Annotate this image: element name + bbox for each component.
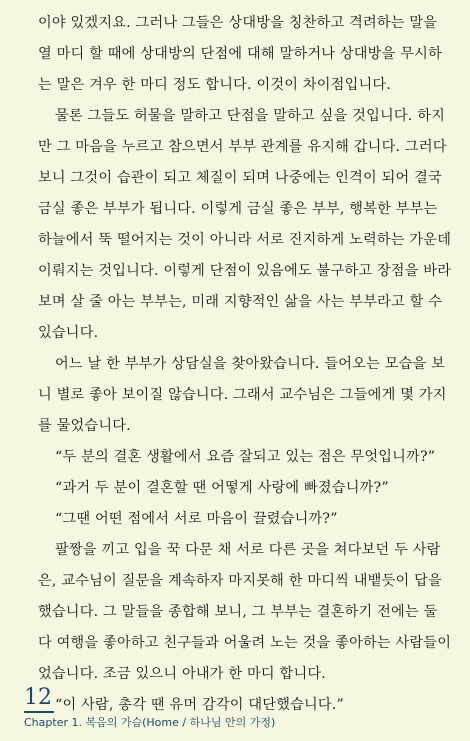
text-line: 었습니다. 조금 있으니 아내가 한 마디 합니다. — [38, 666, 326, 682]
text-line: 열 마디 할 때에 상대방의 단점에 대해 말하거나 상대방을 무시하 — [38, 46, 442, 62]
text-line: 는 말은 겨우 한 마디 정도 합니다. 이것이 차이점입니다. — [38, 77, 392, 93]
text-line: 보며 살 줄 아는 부부는, 미래 지향적인 삶을 사는 부부라고 할 수 — [38, 294, 443, 310]
text-line: “두 분의 결혼 생활에서 요즘 잘되고 있는 점은 무엇입니까?” — [55, 449, 436, 465]
text-line: 금실 좋은 부부가 됩니다. 이렇게 금실 좋은 부부, 행복한 부부는 — [38, 201, 438, 217]
body-text — [38, 8, 458, 721]
text-line: 를 물었습니다. — [38, 418, 131, 434]
footer-divider — [24, 711, 54, 713]
text-line: 만 그 마음을 누르고 참으면서 부부 관계를 유지해 갑니다. 그러다 — [38, 139, 447, 155]
text-line: 은, 교수님이 질문을 계속하자 마지못해 한 마디씩 내뱉듯이 답을 — [38, 573, 442, 589]
text-line: 이야 있겠지요. 그러나 그들은 상대방을 칭찬하고 격려하는 말을 — [38, 15, 438, 31]
text-line: 이뤄지는 것입니다. 이렇게 단점이 있음에도 불구하고 장점을 바라 — [38, 263, 452, 279]
text-line: “그땐 어떤 점에서 서로 마음이 끌렸습니까?” — [55, 511, 338, 527]
text-line: 물론 그들도 허물을 말하고 단점을 말하고 싶을 것입니다. 하지 — [55, 108, 446, 124]
text-line: 팔짱을 끼고 입을 꾹 다문 채 서로 다른 곳을 쳐다보던 두 사람 — [55, 542, 441, 558]
text-line: 있습니다. — [38, 325, 99, 341]
text-line: 다 여행을 좋아하고 친구들과 어울려 노는 것을 좋아하는 사람들이 — [38, 635, 452, 651]
text-line: 어느 날 한 부부가 상담실을 찾아왔습니다. 들어오는 모습을 보 — [55, 356, 446, 372]
text-line: 했습니다. 그 말들을 종합해 보니, 그 부부는 결혼하기 전에는 둘 — [38, 604, 438, 620]
text-line: 니 별로 좋아 보이질 않습니다. 그래서 교수님은 그들에게 몇 가지 — [38, 387, 447, 403]
text-line: “과거 두 분이 결혼할 땐 어떻게 사랑에 빠졌습니까?” — [55, 480, 389, 496]
page-number: 12 — [24, 685, 52, 710]
text-line: 하늘에서 뚝 떨어지는 것이 아니라 서로 진지하게 노력하는 가운데 — [38, 232, 452, 248]
page-footer — [24, 686, 324, 730]
chapter-label: Chapter 1. 복음의 가슴(Home / 하나님 안의 가정) — [24, 716, 276, 729]
text-line: “이 사람, 총각 땐 유머 감각이 대단했습니다.” — [55, 697, 344, 713]
text-line: 보니 그것이 습관이 되고 체질이 되며 나중에는 인격이 되어 결국 — [38, 170, 442, 186]
